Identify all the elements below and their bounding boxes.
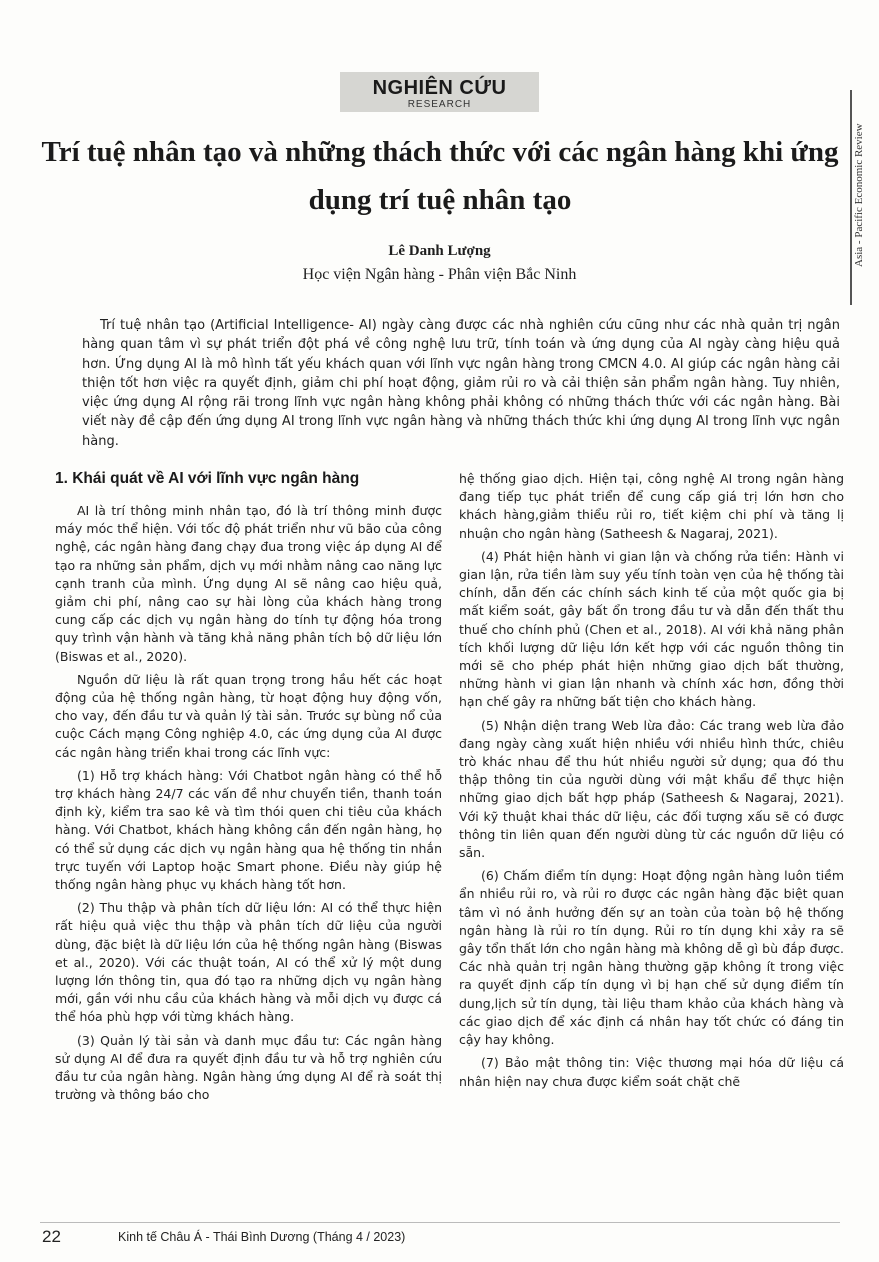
paragraph: Nguồn dữ liệu là rất quan trọng trong hầu hết các hoạt động của hệ thống ngân hàng, từ hoạt động huy động vốn, cho vay, đến đầu tư và quản lý tài sản. Trước sự bùng nổ của cuộc Cách mạng Công nghiệp 4.0, các ứng dụng của AI được các ngân hàng triển khai trong các lĩnh vực: [55, 671, 442, 760]
paragraph: hệ thống giao dịch. Hiện tại, công nghệ AI trong ngân hàng đang tiếp tục phát triển để cung cấp giá trị lớn hơn cho khách hàng,giảm thiểu rủi ro, tiết kiệm chi phí và tăng lị nhuận cho ngân hàng (Satheesh & Nagaraj, 2021). [459, 471, 844, 541]
paragraph: AI là trí thông minh nhân tạo, đó là trí thông minh được máy móc thể hiện. Với tốc độ phát triển như vũ bão của công nghệ, các ngân hàng đang chạy đua trong việc áp dụng AI để tạo ra những sản phẩm, dịch vụ mới nhằm nâng cao năng lực cạnh tranh của mình. Ứng dụng AI sẽ nâng cao hiệu quả, giảm chi phí, nâng cao sự hài lòng của khách hàng trong cung cấp các dịch vụ ngân hàng do tính tự động hóa trong quy trình vận hành và tăng khả năng phân tích bộ dữ liệu lớn (Biswas et al., 2020). [55, 503, 442, 664]
article-title: Trí tuệ nhân tạo và những thách thức với các ngân hàng khi ứng dụng trí tuệ nhân tạo [41, 136, 839, 216]
author-name: Lê Danh Lượng [388, 243, 491, 259]
section-heading: 1. Khái quát về AI với lĩnh vực ngân hàng [55, 470, 360, 487]
paragraph: (4) Phát hiện hành vi gian lận và chống rửa tiền: Hành vi gian lận, rửa tiền làm suy yếu tính toàn vẹn của hệ thống tài chính, dẫn đến các chính sách kinh tế của một quốc gia bị mất kiểm soát, gây bất ổn trong đầu tư và dẫn đến thất thu thuế cho chính phủ (Chen et al., 2018). AI với khả năng phân tích khối lượng dữ liệu lớn kết hợp với các nguồn thông tin mới sẽ cho phép phát hiện những giao dịch bất thường, những hành vi gian lận nhanh và chính xác hơn, đồng thời hạn chế gây ra những bất tiện cho khách hàng. [459, 548, 844, 710]
paragraph: (3) Quản lý tài sản và danh mục đầu tư: Các ngân hàng sử dụng AI để đưa ra quyết định đầu tư và hỗ trợ nghiên cứu đầu tư của ngân hàng. Ngân hàng ứng dụng AI để rà soát thị trường và thông báo cho [55, 1032, 442, 1103]
footer-journal: Kinh tế Châu Á - Thái Bình Dương (Tháng 4 / 2023) [118, 1230, 406, 1244]
left-column [55, 470, 442, 1110]
paragraph: (2) Thu thập và phân tích dữ liệu lớn: AI có thể thực hiện rất hiệu quả việc thu thập và phân tích dữ liệu của người dùng, đặc biệt là dữ liệu lớn của hệ thống ngân hàng (Biswas et al., 2020). Với các thuật toán, AI có thể xử lý một dung lượng lớn thông tin, qua đó tạo ra những dịch vụ ngân hàng mới, gần với nhu cầu của khách hàng và mỗi dịch vụ được cá thể hóa phù hợp với từng khách hàng. [55, 900, 442, 1025]
paragraph: (7) Bảo mật thông tin: Việc thương mại hóa dữ liệu cá nhân hiện nay chưa được kiểm soát chặt chẽ [459, 1055, 844, 1089]
side-journal-name: Asia - Pacific Economic Review [853, 123, 865, 268]
paragraph: (1) Hỗ trợ khách hàng: Với Chatbot ngân hàng có thể hỗ trợ khách hàng 24/7 các vấn đề như chuyển tiền, thanh toán định kỳ, kiểm tra sao kê và tìm thói quen chi tiêu của khách hàng. Với Chatbot, khách hàng không cần đến ngân hàng, họ có thể sử dụng các dịch vụ ngân hàng qua hệ thống tin nhắn trực tuyến với Laptop hoặc Smart phone. Điều này giúp hệ thống ngân hàng phục vụ khách hàng tốt hơn. [55, 767, 442, 893]
paragraph: (5) Nhận diện trang Web lừa đảo: Các trang web lừa đảo đang ngày càng xuất hiện nhiều với nhiều hình thức, chiêu trò khác nhau để thu hút nhiều người sử dụng; qua đó thu thập thông tin của người dùng với mật khẩu để thực hiện những giao dịch bất hợp pháp (Satheesh & Nagaraj, 2021). Với kỹ thuật khai thác dữ liệu, các đối tượng xấu sẽ có được thông tin liên quan đến người dùng từ các nguồn dữ liệu có sẵn. [459, 717, 844, 861]
footer-rule [40, 1222, 840, 1223]
section-label-en: RESEARCH [407, 99, 472, 110]
paragraph: (6) Chấm điểm tín dụng: Hoạt động ngân hàng luôn tiềm ẩn nhiều rủi ro, và rủi ro được các ngân hàng đặc biệt quan tâm vì nó ảnh hưởng đến sự an toàn của toàn bộ hệ thống ngân hàng là rủi ro tín dụng. Rủi ro tín dụng khi xảy ra sẽ gây tổn thất lớn cho ngân hàng mà không dễ gì bù đắp được. Các nhà quản trị ngân hàng thường gặp không ít trong việc ra quyết định cấp tín dụng vì bị hạn chế sử dụng điểm tín dung,lịch sử tín dụng, tài liệu tham khảo của khách hàng và các giao dịch để xác định cá nhân hay tốt chức có đáng tin cậy hay không. [459, 868, 844, 1048]
page-number: 22 [42, 1227, 61, 1246]
section-header [340, 72, 539, 112]
right-column [459, 470, 844, 1096]
author-affiliation: Học viện Ngân hàng - Phân viện Bắc Ninh [302, 266, 577, 283]
abstract: Trí tuệ nhân tạo (Artificial Intelligence- AI) ngày càng được các nhà nghiên cứu cũng như các nhà quản trị ngân hàng quan tâm vì sự phát triển đột phá về công nghệ lưu trữ, tính toán và ứng dụng của AI ngày càng hiệu quả hơn. Ứng dụng AI là mô hình tất yếu khách quan với lĩnh vực ngân hàng trong CMCN 4.0. AI giúp các ngân hàng cải thiện tốt hơn việc ra quyết định, giảm chi phí hoạt động, giảm rủi ro và cải thiện sản phẩm ngân hàng. Tuy nhiên, việc ứng dụng AI rộng rãi trong lĩnh vực ngân hàng không phải không có những thách thức với các ngân hàng. Bài viết này đề cập đến ứng dụng AI trong lĩnh vực ngân hàng và những thách thức khi ứng dụng AI trong lĩnh vực ngân hàng. [82, 318, 840, 449]
section-label: NGHIÊN CỨU [372, 77, 507, 99]
